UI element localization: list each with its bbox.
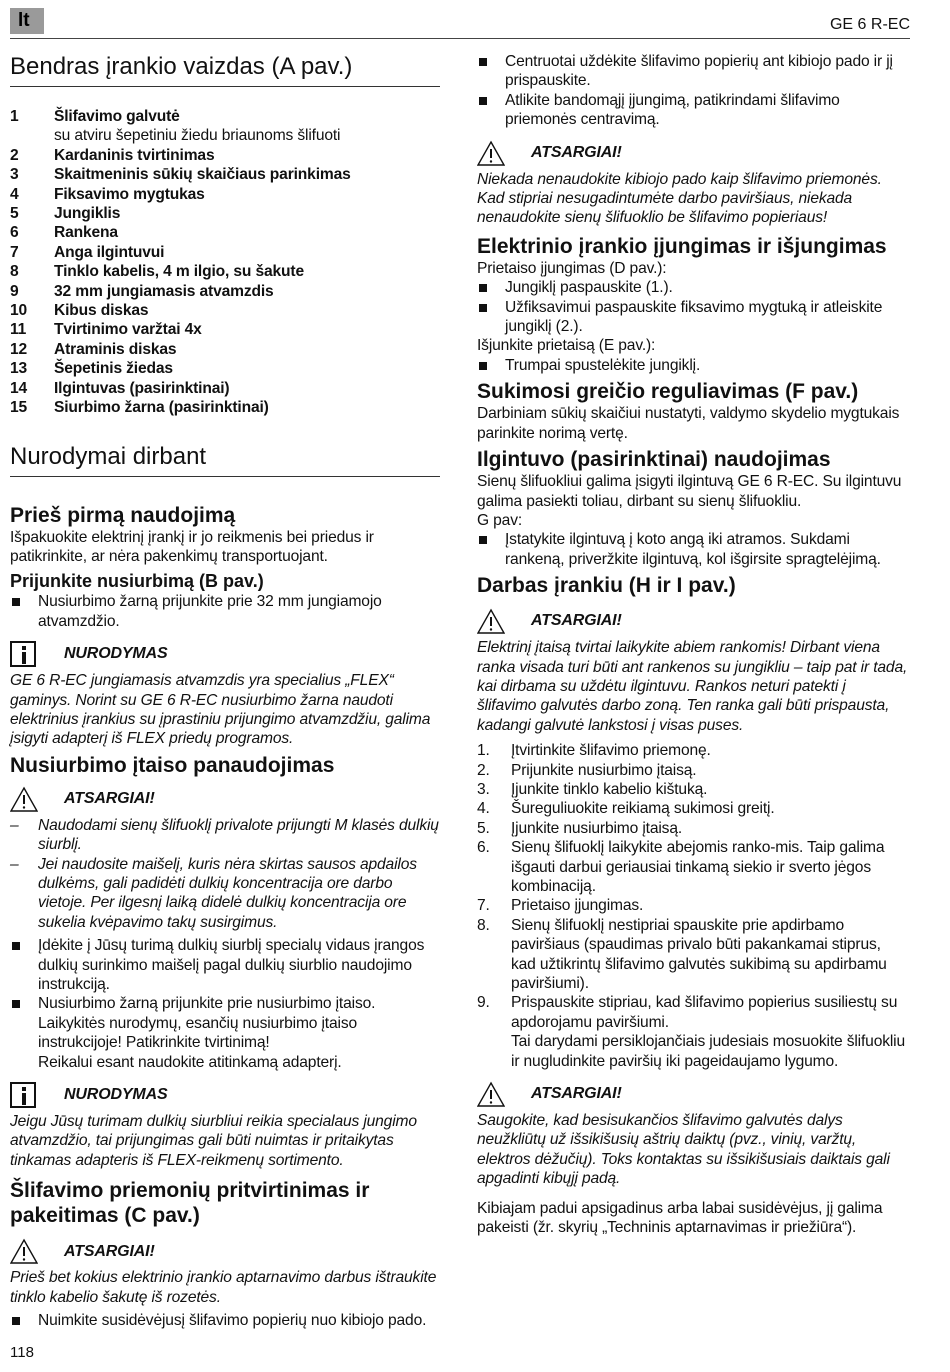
legend-label: Šlifavimo galvutė su atviru šepetiniu žiedu briaunoms šlifuoti: [54, 108, 341, 145]
step-number: 9.: [477, 994, 490, 1012]
legend-item: [10, 107, 440, 146]
warning-header: [10, 782, 440, 816]
extension-text: Sienų šlifuokliui galima įsigyti ilgintuvą GE 6 R-EC. Su ilgintuvu galima pasiekti toliau, dirbant su sienų šlifuokliu.: [477, 473, 902, 510]
note-label: NURODYMAS: [64, 645, 168, 663]
legend-item: [10, 340, 440, 359]
parts-legend: [10, 107, 440, 418]
legend-num: 15: [10, 399, 28, 417]
bullet-icon: [10, 1311, 38, 1330]
step-item: [477, 741, 909, 760]
warning-icon: [477, 140, 505, 166]
warning-icon: [477, 608, 505, 634]
page-number: 118: [10, 1344, 34, 1361]
list-item-text: Jungiklį paspauskite (1.).: [505, 279, 673, 297]
info-icon: [10, 1082, 36, 1108]
legend-num: 5: [10, 205, 19, 223]
legend-label: Jungiklis: [54, 205, 121, 223]
bullet-icon: [477, 530, 505, 569]
warning-icon: [477, 1081, 505, 1107]
warning-header: [477, 604, 909, 638]
legend-label: Kardaninis tvirtinimas: [54, 146, 215, 164]
step-text: Įtvirtinkite šlifavimo priemonę.: [511, 742, 711, 760]
list-item: [477, 52, 909, 91]
overview-title: Bendras įrankio vaizdas (A pav.): [10, 52, 440, 87]
legend-num: 11: [10, 321, 27, 339]
warning-label: ATSARGIAI!: [531, 1085, 622, 1103]
dash-mark: –: [10, 855, 19, 873]
connect-suction-title: Prijunkite nusiurbimą (B pav.): [10, 571, 264, 592]
legend-label: Skaitmeninis sūkių skaičiaus parinkimas: [54, 166, 351, 184]
switch-on-list: [477, 278, 909, 336]
legend-num: 7: [10, 243, 19, 261]
bullet-icon: [477, 91, 505, 130]
work-title: Darbas įrankiu (H ir I pav.): [477, 574, 736, 598]
list-item-text: Nuimkite susidėvėjusį šlifavimo popierių nuo kibiojo pado.: [38, 1312, 427, 1330]
list-item: [10, 592, 440, 631]
legend-item: [10, 320, 440, 339]
legend-num: 6: [10, 224, 19, 242]
legend-num: 2: [10, 146, 19, 164]
list-item: [10, 936, 440, 994]
note-text: GE 6 R-EC jungiamasis atvamzdis yra specialius „FLEX“ gaminys. Norint su GE 6 R-EC nusiurbimo žarna naudoti elektrinius įrankius su įprastiniu prijungimo atvamzdžiu, galima įsigyti adapterį iš FLEX priedų programos.: [10, 672, 431, 748]
switch-off-intro: Išjunkite prietaisą (E pav.):: [477, 337, 656, 355]
extension-list: [477, 530, 909, 569]
warning-text: Saugokite, kad besisukančios šlifavimo galvutės dalys neužkliūtų už išsikišusių aštrių daiktų (pvz., vinių, varžtų, elektros dėžučių). Toks kontaktas su išsikišusiais daiktais gali apgadinti kibųjį padą.: [477, 1112, 890, 1188]
extractor-warning-list: [10, 816, 440, 932]
warning-label: ATSARGIAI!: [531, 143, 622, 161]
bullet-icon: [477, 52, 505, 91]
warning-label: ATSARGIAI!: [64, 790, 155, 808]
legend-item: [10, 165, 440, 184]
step-text: Prijunkite nusiurbimo įtaisą.: [511, 761, 697, 779]
step-number: 3.: [477, 780, 490, 798]
legend-item: [10, 262, 440, 281]
step-number: 7.: [477, 897, 490, 915]
switch-on-intro: Prietaiso įjungimas (D pav.):: [477, 259, 667, 277]
legend-item: [10, 398, 440, 417]
step-text: Sienų šlifuoklį laikykite abejomis ranko-mis. Taip galima išgauti darbui geriausiai tinkamą siekio ir sverto jėgos kombinaciją.: [511, 839, 885, 895]
legend-label: Ilgintuvas (pasirinktinai): [54, 379, 230, 397]
abrasive-mount-title: Šlifavimo priemonių pritvirtinimas ir pakeitimas (C pav.): [10, 1179, 370, 1228]
bullet-icon: [10, 936, 38, 994]
speed-title: Sukimosi greičio reguliavimas (F pav.): [477, 380, 859, 404]
warning-icon: [10, 786, 38, 812]
legend-item: [10, 359, 440, 378]
step-number: 5.: [477, 819, 490, 837]
extension-title: Ilgintuvo (pasirinktinai) naudojimas: [477, 448, 831, 472]
speed-text: Darbiniam sūkių skaičiui nustatyti, valdymo skydelio mygtukais parinkite norimą vertę.: [477, 405, 900, 442]
right-column: [477, 52, 909, 1238]
list-item-text: Naudodami sienų šlifuoklį privalote prijungti M klasės dulkių siurblį.: [38, 816, 439, 854]
step-number: 4.: [477, 800, 490, 818]
before-first-use-title: Prieš pirmą naudojimą: [10, 503, 236, 527]
note-label: NURODYMAS: [64, 1086, 168, 1104]
switch-off-list: [477, 356, 909, 375]
list-item: [477, 530, 909, 569]
list-item: [10, 994, 440, 1072]
legend-num: 10: [10, 302, 28, 320]
list-item: [10, 1311, 440, 1330]
legend-label: Rankena: [54, 224, 118, 242]
step-number: 8.: [477, 916, 490, 934]
work-steps-list: [477, 741, 909, 1071]
step-number: 1.: [477, 742, 490, 760]
list-item-text: Nusiurbimo žarną prijunkite prie 32 mm jungiamojo atvamzdžio.: [38, 593, 382, 630]
step-text: Šureguliuokite reikiamą sukimosi greitį.: [511, 800, 775, 818]
legend-item: [10, 282, 440, 301]
legend-label: Tvirtinimo varžtai 4x: [54, 321, 202, 339]
centering-list: [477, 52, 909, 130]
legend-item: [10, 146, 440, 165]
list-item: [477, 91, 909, 130]
before-first-use-text: Išpakuokite elektrinį įrankį ir jo reikmenis bei priedus ir patikrinkite, ar nėra pakenkimų transportuojant.: [10, 528, 374, 565]
step-number: 2.: [477, 761, 490, 779]
legend-num: 8: [10, 263, 19, 281]
bullet-icon: [477, 298, 505, 337]
warning-header: [10, 1234, 440, 1268]
header-rule: [10, 38, 910, 39]
info-icon: [10, 641, 36, 667]
legend-num: 9: [10, 282, 19, 300]
extension-figure-ref: G pav:: [477, 511, 523, 529]
legend-label: Šepetinis žiedas: [54, 360, 173, 378]
step-item: [477, 838, 909, 896]
list-item-text: Užfiksavimui paspauskite fiksavimo mygtuką ir atleiskite jungiklį (2.).: [505, 298, 883, 336]
legend-num: 14: [10, 379, 28, 397]
legend-item: [10, 379, 440, 398]
list-item-extra: Reikalui esant naudokite atitinkamą adapterį.: [38, 1053, 342, 1071]
language-badge: lt: [10, 8, 44, 34]
step-extra: Tai darydami persiklojančiais judesiais mosuokite šlifuokliu ir nugludinkite paviršių iki pageidaujamo lygumo.: [511, 1033, 906, 1070]
legend-num: 4: [10, 185, 19, 203]
warning-icon: [10, 1238, 38, 1264]
step-item: [477, 916, 909, 994]
warning-header: [477, 136, 909, 170]
legend-num: 3: [10, 166, 19, 184]
bullet-icon: [10, 994, 38, 1072]
connect-suction-list: [10, 592, 440, 631]
list-item-text: Centruotai uždėkite šlifavimo popierių ant kibiojo pado ir jį prispauskite.: [505, 53, 893, 90]
legend-item: [10, 223, 440, 242]
list-item: [477, 356, 909, 375]
legend-label: Atraminis diskas: [54, 340, 177, 358]
list-item: [10, 855, 440, 933]
note-header: [10, 637, 440, 671]
legend-label: Siurbimo žarna (pasirinktinai): [54, 399, 269, 417]
dash-mark: –: [10, 816, 19, 834]
legend-item: [10, 301, 440, 320]
list-item-text: Nusiurbimo žarną prijunkite prie nusiurbimo įtaiso. Laikykitės nurodymų, esančių nusiurbimo įtaiso instrukcijoje! Patikrinkite tvirtinimą! Reikalui esant naudokite atitinkamą adapterį.: [38, 995, 376, 1071]
step-item: [477, 896, 909, 915]
step-item: [477, 761, 909, 780]
legend-label: Kibus diskas: [54, 302, 149, 320]
list-item-text: Atlikite bandomąjį įjungimą, patikrindami šlifavimo priemonės centravimą.: [505, 91, 840, 129]
list-item-text: Įdėkite į Jūsų turimą dulkių siurblį specialų vidaus įrangos dulkių surinkimo maišelį pagal dulkių siurblio naudojimo instrukciją.: [38, 937, 425, 993]
note-header: [10, 1078, 440, 1112]
extractor-steps-list: [10, 936, 440, 1072]
legend-label: Fiksavimo mygtukas: [54, 185, 205, 203]
legend-item: [10, 243, 440, 262]
abrasive-list: [10, 1311, 440, 1330]
legend-sub: su atviru šepetiniu žiedu briaunoms šlifuoti: [54, 127, 341, 145]
legend-label: Tinklo kabelis, 4 m ilgio, su šakute: [54, 263, 304, 281]
legend-num: 1: [10, 108, 19, 125]
legend-num: 13: [10, 360, 28, 378]
legend-item: [10, 185, 440, 204]
step-item: [477, 993, 909, 1071]
switching-title: Elektrinio įrankio įjungimas ir išjungimas: [477, 234, 887, 258]
note-text: Jeigu Jūsų turimam dulkių siurbliui reikia specialaus jungimo atvamzdžio, tai prijungimas gali būti nuimtas ir pritaikytas tinkamas adapteris iš FLEX-reikmenų sortimento.: [10, 1113, 417, 1169]
left-column: [10, 52, 440, 1330]
extractor-use-title: Nusiurbimo įtaiso panaudojimas: [10, 753, 335, 777]
step-text: Prispauskite stipriau, kad šlifavimo popierius susiliestų su apdorojamu paviršiumi. Tai darydami persiklojančiais judesiais mosuokite šlifuokliu ir nugludinkite paviršių iki pageidaujamo lygumo.: [511, 994, 906, 1070]
step-item: [477, 819, 909, 838]
bullet-icon: [477, 356, 505, 375]
warning-text: Niekada nenaudokite kibiojo pado kaip šlifavimo priemonės. Kad stipriai nesugadintumėte darbo paviršiaus, niekada nenaudokite sienų šlifuoklio be šlifavimo popieriaus!: [477, 170, 882, 227]
list-item: [10, 816, 440, 855]
step-item: [477, 780, 909, 799]
warning-label: ATSARGIAI!: [64, 1242, 155, 1260]
step-text: Įjunkite tinklo kabelio kištuką.: [511, 780, 708, 798]
step-text: Įjunkite nusiurbimo įtaisą.: [511, 819, 683, 837]
legend-item: [10, 204, 440, 223]
list-item-text: Trumpai spustelėkite jungiklį.: [505, 356, 701, 374]
warning-text: Prieš bet kokius elektrinio įrankio aptarnavimo darbus ištraukite tinklo kabelio šakutę iš rozetės.: [10, 1269, 437, 1306]
model-name: GE 6 R-EC: [829, 16, 910, 33]
legend-num: 12: [10, 340, 28, 358]
warning-label: ATSARGIAI!: [531, 612, 622, 630]
list-item: [477, 278, 909, 297]
list-item: [477, 298, 909, 337]
legend-label: 32 mm jungiamasis atvamzdis: [54, 282, 274, 300]
warning-text: Elektrinį įtaisą tvirtai laikykite abiem rankomis! Dirbant viena ranka visada turi būti ant rankenos su jungikliu – taip pat ir tada, kai dirbama su uždėtu ilgintuvu. Rankos neturi patekti į šlifavimo galvutės darbo zoną. Ten ranka gali būti prispausta, kadangi galvutė lankstosi į visas puses.: [477, 639, 908, 734]
step-text: Sienų šlifuoklį nestipriai spauskite prie apdirbamo paviršiaus (spaudimas privalo būti pakankamai stiprus, kad užtikrintų šlifavimo galvutės sukibimą su apdirbamu paviršiumi).: [511, 916, 887, 993]
usage-title: Nurodymai dirbant: [10, 442, 440, 477]
step-text: Prietaiso įjungimas.: [511, 897, 644, 915]
bullet-icon: [477, 278, 505, 297]
list-item-text: Jei naudosite maišelį, kuris nėra skirtas sausos apdailos dulkėms, gali padidėti dulkių koncentracija ore darbo vietoje. Per ilgesnį laiką didelė dulkių koncentracija ore sukelia kvėpavimo takų susirgimus.: [38, 855, 417, 931]
step-number: 6.: [477, 839, 490, 857]
step-item: [477, 799, 909, 818]
final-text: Kibiajam padui apsigadinus arba labai susidėvėjus, jį galima pakeisti (žr. skyrių „Techninis aptarnavimas ir priežiūra“).: [477, 1199, 883, 1237]
warning-header: [477, 1077, 909, 1111]
legend-label: Anga ilgintuvui: [54, 243, 165, 261]
list-item-text: Įstatykite ilgintuvą į koto angą iki atramos. Sukdami rankeną, priveržkite ilgintuvą, kol išgirsite spragtelėjimą.: [505, 531, 881, 568]
bullet-icon: [10, 592, 38, 631]
